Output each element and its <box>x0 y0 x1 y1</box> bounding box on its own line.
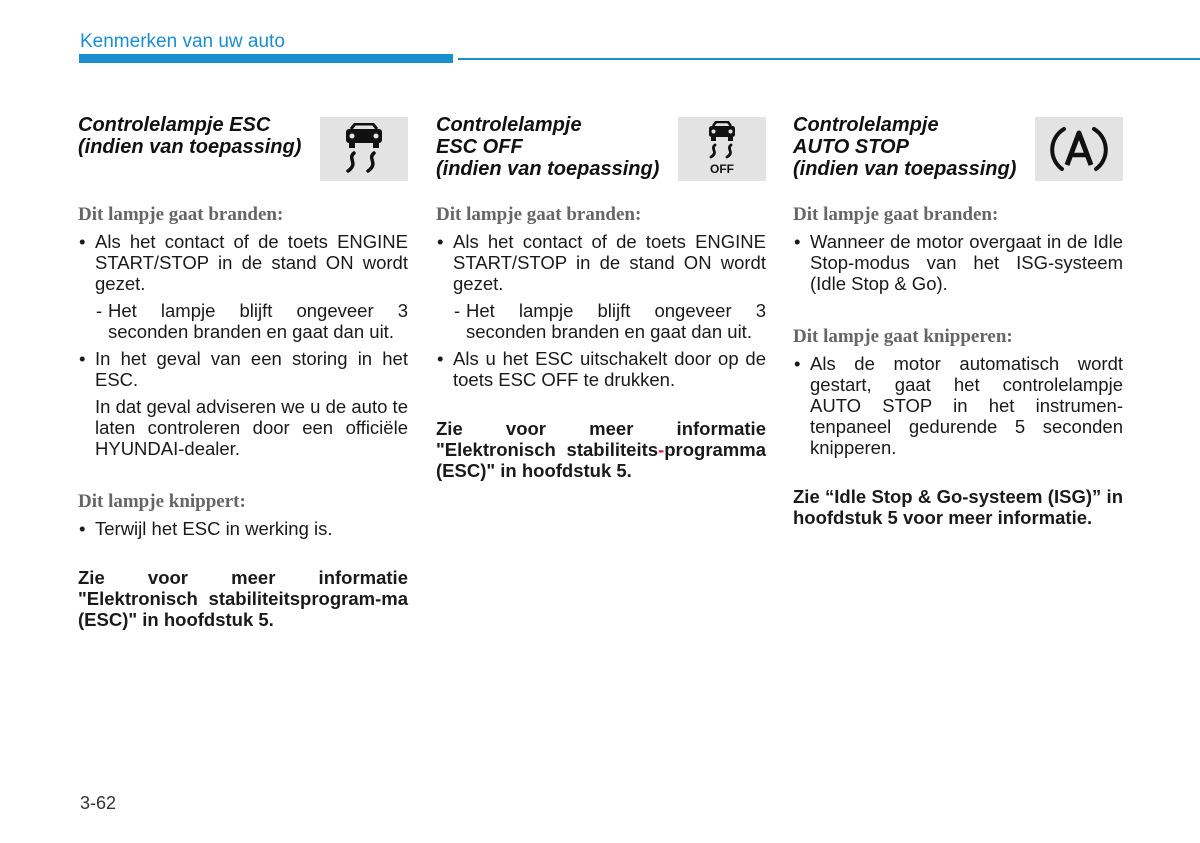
list-subitem: - Het lampje blijft ongeveer 3 seconden branden en gaat dan uit. <box>436 300 766 342</box>
see-also-text: Zie voor meer informatie "Elektronisch stabiliteits <box>436 418 766 460</box>
bullet-list <box>78 518 408 539</box>
see-also-note <box>436 418 766 481</box>
list-item: • Als het contact of de toets ENGINE START/STOP in de stand ON wordt gezet. <box>436 231 766 294</box>
see-also-note: Zie voor meer informatie "Elektronisch stabiliteitsprogram-ma (ESC)" in hoofdstuk 5. <box>78 567 408 630</box>
title-line: ESC OFF <box>436 136 523 158</box>
page-number: 3-62 <box>80 793 117 813</box>
title-line: Controlelampje ESC <box>78 114 271 136</box>
list-item: • In het geval van een storing in het ESC. <box>78 348 408 390</box>
bullet-list <box>793 231 1123 294</box>
esc-off-warning-light-icon <box>678 117 766 181</box>
column-auto-stop <box>793 114 1123 528</box>
list-item: • Als de motor automatisch wordt gestart, gaat het controlelampje AUTO STOP in het instrumen-tenpaneel gedurende 5 seconden knipperen. <box>793 353 1123 458</box>
column-header <box>78 114 408 204</box>
header-rule-thin <box>458 58 1200 60</box>
bullet-list <box>436 348 766 390</box>
title-line: (indien van toepassing) <box>436 158 660 180</box>
bullet-list <box>78 231 408 294</box>
title-line: Controlelampje <box>793 114 939 136</box>
title-line: AUTO STOP <box>793 136 909 158</box>
section-subheading: Dit lampje gaat branden: <box>793 204 999 225</box>
column-header <box>793 114 1123 204</box>
list-item: • Terwijl het ESC in werking is. <box>78 518 408 539</box>
esc-warning-light-icon <box>320 117 408 181</box>
see-also-note: Zie “Idle Stop & Go-systeem (ISG)” in hoofdstuk 5 voor meer informatie. <box>793 486 1123 528</box>
icon-label: OFF <box>710 162 734 176</box>
column-header <box>436 114 766 204</box>
auto-stop-indicator-icon <box>1035 117 1123 181</box>
section-subheading: Dit lampje knippert: <box>78 491 246 512</box>
section-subheading: Dit lampje gaat knipperen: <box>793 326 1013 347</box>
title-line: (indien van toepassing) <box>78 136 302 158</box>
list-item: • Als het contact of de toets ENGINE START/STOP in de stand ON wordt gezet. <box>78 231 408 294</box>
column-esc-off <box>436 114 766 481</box>
see-also-text: programma (ESC)" in hoofdstuk 5. <box>436 439 766 481</box>
bullet-list <box>436 231 766 294</box>
list-subitem: In dat geval adviseren we u de auto te laten controleren door een officiële HYUNDAI-dealer. <box>95 396 408 459</box>
bullet-list <box>78 348 408 390</box>
column-esc <box>78 114 408 630</box>
section-subheading: Dit lampje gaat branden: <box>436 204 642 225</box>
header-title: Kenmerken van uw auto <box>80 31 285 52</box>
list-subitem: - Het lampje blijft ongeveer 3 seconden branden en gaat dan uit. <box>78 300 408 342</box>
section-subheading: Dit lampje gaat branden: <box>78 204 284 225</box>
see-also-hyphen: - <box>658 439 665 460</box>
list-item: • Als u het ESC uitschakelt door op de toets ESC OFF te drukken. <box>436 348 766 390</box>
list-item: • Wanneer de motor overgaat in de Idle Stop-modus van het ISG-systeem (Idle Stop & Go). <box>793 231 1123 294</box>
bullet-list <box>793 353 1123 458</box>
title-line: Controlelampje <box>436 114 582 136</box>
title-line: (indien van toepassing) <box>793 158 1017 180</box>
header-rule-thick <box>79 54 453 63</box>
